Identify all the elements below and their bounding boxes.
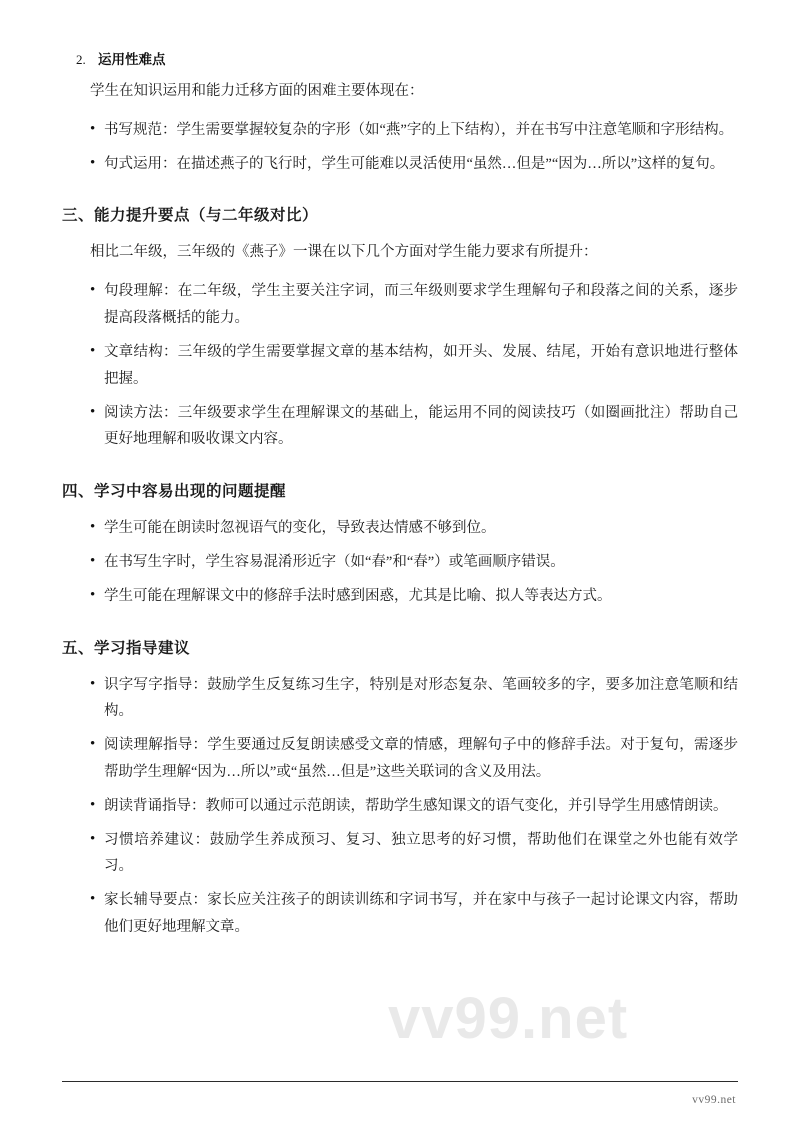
bullet-list-ability-improvement	[62, 278, 738, 453]
subsection-title: 运用性难点	[98, 52, 166, 67]
paragraph-ability-improvement-intro: 相比二年级，三年级的《燕子》一课在以下几个方面对学生能力要求有所提升：	[90, 244, 598, 261]
footer-watermark: vv99.net	[692, 1094, 736, 1106]
list-item: • 学生可能在朗读时忽视语气的变化，导致表达情感不够到位。	[90, 515, 738, 542]
section-heading-ability-improvement: 三、能力提升要点（与二年级对比）	[62, 207, 319, 225]
bullet-list-applied-difficulty	[62, 117, 738, 178]
bullet-list-study-guidance	[62, 672, 738, 941]
list-item: • 识字写字指导：鼓励学生反复练习生字，特别是对形态复杂、笔画较多的字，要多加注意笔顺和结构。	[90, 672, 738, 726]
subsection-heading-applied-difficulty	[76, 48, 738, 68]
list-item: • 书写规范：学生需要掌握较复杂的字形（如“燕”字的上下结构），并在书写中注意笔顺和字形结构。	[90, 117, 738, 144]
subsection-number: 2.	[76, 52, 86, 67]
list-item: • 在书写生字时，学生容易混淆形近字（如“春”和“春”）或笔画顺序错误。	[90, 549, 738, 576]
footer-divider	[62, 1081, 738, 1082]
list-item: • 阅读方法：三年级要求学生在理解课文的基础上，能运用不同的阅读技巧（如圈画批注）帮助自己更好地理解和吸收课文内容。	[90, 400, 738, 454]
paragraph-applied-difficulty-intro: 学生在知识运用和能力迁移方面的困难主要体现在：	[90, 83, 424, 99]
list-item: • 阅读理解指导：学生要通过反复朗读感受文章的情感，理解句子中的修辞手法。对于复句，需逐步帮助学生理解“因为…所以”或“虽然…但是”这些关联词的含义及用法。	[90, 732, 738, 786]
watermark-text: vv99.net	[388, 986, 629, 1051]
bullet-list-common-problems	[62, 515, 738, 609]
list-item: • 家长辅导要点：家长应关注孩子的朗读训练和字词书写，并在家中与孩子一起讨论课文内容，帮助他们更好地理解文章。	[90, 887, 738, 941]
list-item: • 句式运用：在描述燕子的飞行时，学生可能难以灵活使用“虽然…但是”“因为…所以”这样的复句。	[90, 151, 738, 178]
list-item: • 习惯培养建议：鼓励学生养成预习、复习、独立思考的好习惯，帮助他们在课堂之外也能有效学习。	[90, 827, 738, 881]
section-heading-study-guidance: 五、学习指导建议	[62, 639, 191, 657]
document-content	[62, 48, 738, 941]
list-item: • 学生可能在理解课文中的修辞手法时感到困惑，尤其是比喻、拟人等表达方式。	[90, 583, 738, 610]
list-item: • 朗读背诵指导：教师可以通过示范朗读，帮助学生感知课文的语气变化，并引导学生用感情朗读。	[90, 793, 738, 820]
list-item: • 文章结构：三年级的学生需要掌握文章的基本结构，如开头、发展、结尾，开始有意识地进行整体把握。	[90, 339, 738, 393]
list-item: • 句段理解：在二年级，学生主要关注字词，而三年级则要求学生理解句子和段落之间的关系，逐步提高段落概括的能力。	[90, 278, 738, 332]
section-heading-common-problems: 四、学习中容易出现的问题提醒	[62, 483, 287, 501]
